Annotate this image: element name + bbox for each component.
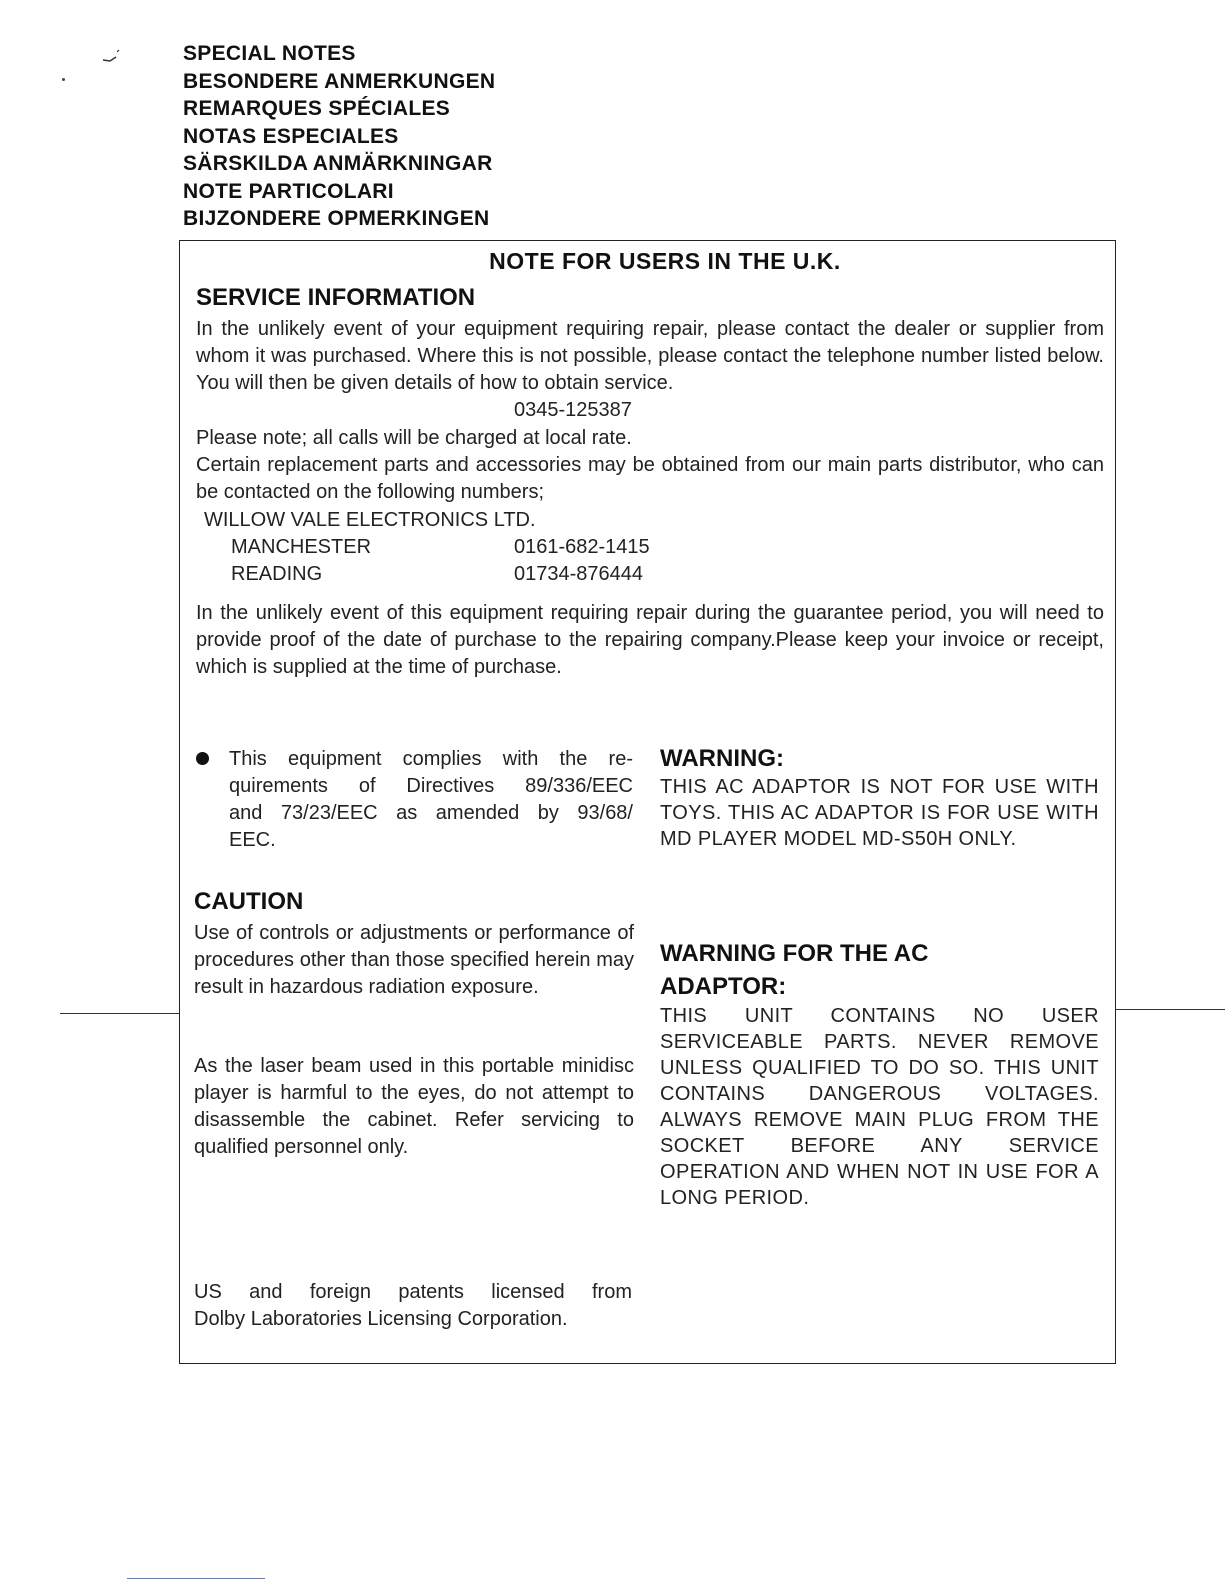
uk-note-title: NOTE FOR USERS IN THE U.K.	[489, 248, 841, 274]
compliance-line: and 73/23/EEC as amended by 93/68/	[229, 802, 633, 824]
distributor-name: WILLOW VALE ELECTRONICS LTD.	[204, 509, 536, 531]
location-phone: 01734-876444	[514, 563, 644, 585]
caution-heading: CAUTION	[194, 888, 304, 915]
heading-german: BESONDERE ANMERKUNGEN	[183, 69, 496, 93]
bullet-icon	[196, 752, 209, 765]
location-city: MANCHESTER	[231, 536, 372, 558]
location-city: READING	[231, 563, 323, 585]
heading-english: SPECIAL NOTES	[183, 42, 356, 65]
service-information-text: In the unlikely event of your equipment requiring repair, please contact the dealer or supplier from whom it was purchased. Where this is not possible, please contact the telephone number listed below. You will then be given details of how to obtain service.	[196, 318, 1104, 394]
ac-warning-text: THIS UNIT CONTAINS NO USER SERVICEABLE PARTS. NEVER REMOVE UNLESS QUALIFIED TO DO SO. THIS UNIT CONTAINS DANGEROUS VOLTAGES. ALWAYS REMOVE MAIN PLUG FROM THE SOCKET BEFORE ANY SERVICE OPERATION AND WHEN NOT IN USE FOR A LONG PERIOD.	[660, 1005, 1099, 1209]
divider-left	[60, 1013, 180, 1014]
scan-mark-icon	[102, 48, 120, 68]
patents-line: US and foreign patents licensed from	[194, 1281, 632, 1303]
heading-french: REMARQUES SPÉCIALES	[183, 97, 451, 120]
patents-line: Dolby Laboratories Licensing Corporation.	[194, 1308, 568, 1330]
parts-distributor-text: Certain replacement parts and accessories may be obtained from our main parts distributor, who can be contacted on the following numbers;	[196, 454, 1104, 503]
divider-right	[1115, 1009, 1225, 1010]
language-headings	[183, 40, 783, 233]
heading-dutch: BIJZONDERE OPMERKINGEN	[183, 207, 490, 230]
compliance-line: EEC.	[229, 829, 276, 851]
location-phone: 0161-682-1415	[514, 536, 650, 558]
heading-swedish: SÄRSKILDA ANMÄRKNINGAR	[183, 152, 493, 175]
laser-warning-text: As the laser beam used in this portable minidisc player is harmful to the eyes, do not attempt to disassemble the cabinet. Refer servicing to qualified personnel only.	[194, 1055, 634, 1158]
warning-text: THIS AC ADAPTOR IS NOT FOR USE WITH TOYS. THIS AC ADAPTOR IS FOR USE WITH MD PLAYER MODEL MD-S50H ONLY.	[660, 776, 1099, 850]
local-rate-note: Please note; all calls will be charged at local rate.	[196, 427, 632, 449]
service-phone-number: 0345-125387	[514, 399, 632, 421]
ac-warning-heading: ADAPTOR:	[660, 973, 787, 1000]
heading-italian: NOTE PARTICOLARI	[183, 179, 394, 203]
ac-warning-heading: WARNING FOR THE AC	[660, 940, 929, 967]
compliance-line: This equipment complies with the re-	[229, 748, 633, 770]
guarantee-text: In the unlikely event of this equipment requiring repair during the guarantee period, you will need to provide proof of the date of purchase to the repairing company.Please keep your invoice or receipt, which is supplied at the time of purchase.	[196, 602, 1104, 678]
warning-heading: WARNING:	[660, 745, 784, 772]
heading-spanish: NOTAS ESPECIALES	[183, 124, 399, 148]
compliance-line: quirements of Directives 89/336/EEC	[229, 775, 633, 797]
caution-text: Use of controls or adjustments or performance of procedures other than those specified herein may result in hazardous radiation exposure.	[194, 922, 634, 998]
scan-dot	[62, 78, 65, 81]
bottom-underline	[127, 1578, 265, 1579]
service-information-heading: SERVICE INFORMATION	[196, 284, 476, 311]
